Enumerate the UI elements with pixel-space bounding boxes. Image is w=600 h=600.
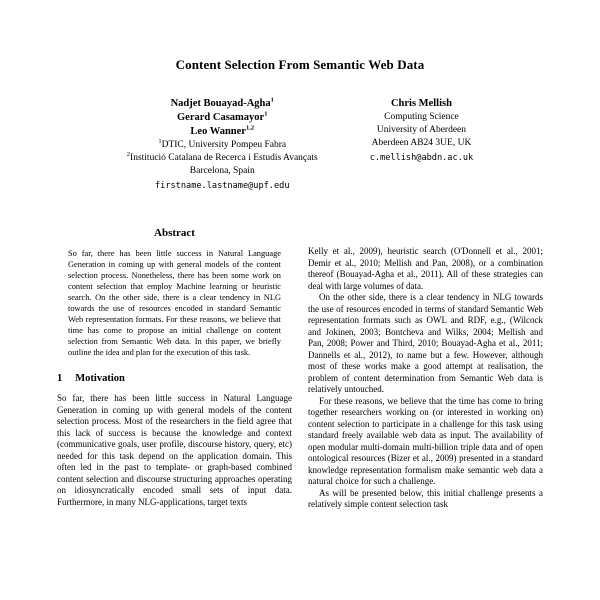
affiliation-marker: 2	[126, 150, 131, 158]
body-paragraph: As will be presented below, this initial challenge presents a relatively simple content selection task	[308, 487, 543, 509]
authors-block	[0, 97, 600, 193]
author-affiliation-marker: 1	[264, 110, 268, 118]
abstract-text: So far, there has been little success in Natural Language Generation in coming up with general models of the content selection process. Nonetheless, there has been some work on content selection that employ Machine learning or heuristic search. On the other side, there is a clear tendency in NLG towards the use of resources encoded in standard Semantic Web representation formats. For these reasons, we believe that time has come to propose an initial challenge on content selection from Semantic Web data. In this paper, we briefly outline the idea and plan for the execution of this task.	[68, 249, 281, 357]
right-column	[308, 227, 543, 511]
paper-title: Content Selection From Semantic Web Data	[175, 57, 425, 72]
author-right-block	[370, 97, 473, 165]
abstract-heading: Abstract	[154, 227, 195, 239]
section-number: 1	[57, 373, 63, 384]
author-email: firstname.lastname@upf.edu	[154, 181, 290, 191]
author-affiliation-marker: 1	[270, 96, 274, 104]
body-paragraph: So far, there has been little success in Natural Language Generation in coming up with general models of the content selection process. Most of the researchers in the field agree that this lack of success is because the knowledge and context (communicative goals, user profile, discourse history, query, etc) needed for this task depend on the application domain. This often led in the past to template- or graph-based combined content selection and discourse structuring approaches operating on idiosyncratically encoded small sets of input data. Furthermore, in many NLG-applications, target texts	[57, 393, 292, 507]
section-title: Motivation	[75, 373, 125, 384]
section-heading	[57, 373, 292, 384]
left-column	[57, 227, 292, 511]
author-name	[127, 97, 318, 111]
author-left-block	[127, 97, 318, 193]
affiliation-text: Institució Catalana de Recerca i Estudis Avançats	[130, 153, 318, 163]
body-paragraph: For these reasons, we believe that the time has come to bring together researchers working on (or interested in working on) content selection to participate in a challenge for this task using standard freely available web data as input. The availability of open modular multi-domain multi-billion triple data and of open ontological resources (Bizer et al., 2009) presented in a standard knowledge representation formalism make semantic web data a natural choice for such a challenge.	[308, 395, 543, 486]
author-affiliation: University of Aberdeen	[376, 125, 467, 135]
author-affiliation: Computing Science	[384, 112, 459, 122]
author-name-text: Nadjet Bouayad-Agha	[170, 98, 271, 109]
author-name-text: Gerard Casamayor	[177, 112, 265, 123]
author-email: c.mellish@abdn.ac.uk	[369, 153, 474, 163]
body-paragraph: On the other side, there is a clear tendency in NLG towards the use of resources encoded in terms of standard Semantic Web representation formats such as OWL and RDF, e.g., (Wilcock and Jokinen, 2003; Bontcheva and Wilks, 2004; Mellish and Pan, 2008; Power and Third, 2010; Bouayad-Agha et al., 2011; Dannells et al., 2012), to name but a few. However, although most of these works make a good attempt at realisation, the problem of content determination from Semantic Web data is relatively untouched.	[308, 292, 543, 394]
author-name	[127, 125, 318, 139]
author-affiliation: Aberdeen AB24 3UE, UK	[371, 138, 472, 148]
two-column-body	[0, 227, 600, 511]
affiliation-marker: 1	[158, 137, 162, 145]
author-affiliation-marker: 1,2	[245, 124, 255, 132]
body-paragraph: Kelly et al., 2009), heuristic search (O'Donnell et al., 2001; Demir et al., 2010; Mellish and Pan, 2008), or a combination thereof (Bouayad-Agha et al., 2011). All of these strategies can deal with large volumes of data.	[308, 246, 543, 291]
author-name: Chris Mellish	[390, 98, 452, 109]
author-name-text: Leo Wanner	[190, 126, 246, 137]
author-affiliation	[127, 165, 318, 178]
affiliation-text: Barcelona, Spain	[189, 166, 255, 176]
author-name	[127, 111, 318, 125]
author-affiliation	[127, 139, 318, 152]
author-affiliation	[127, 152, 318, 165]
affiliation-text: DTIC, University Pompeu Fabra	[161, 140, 287, 150]
